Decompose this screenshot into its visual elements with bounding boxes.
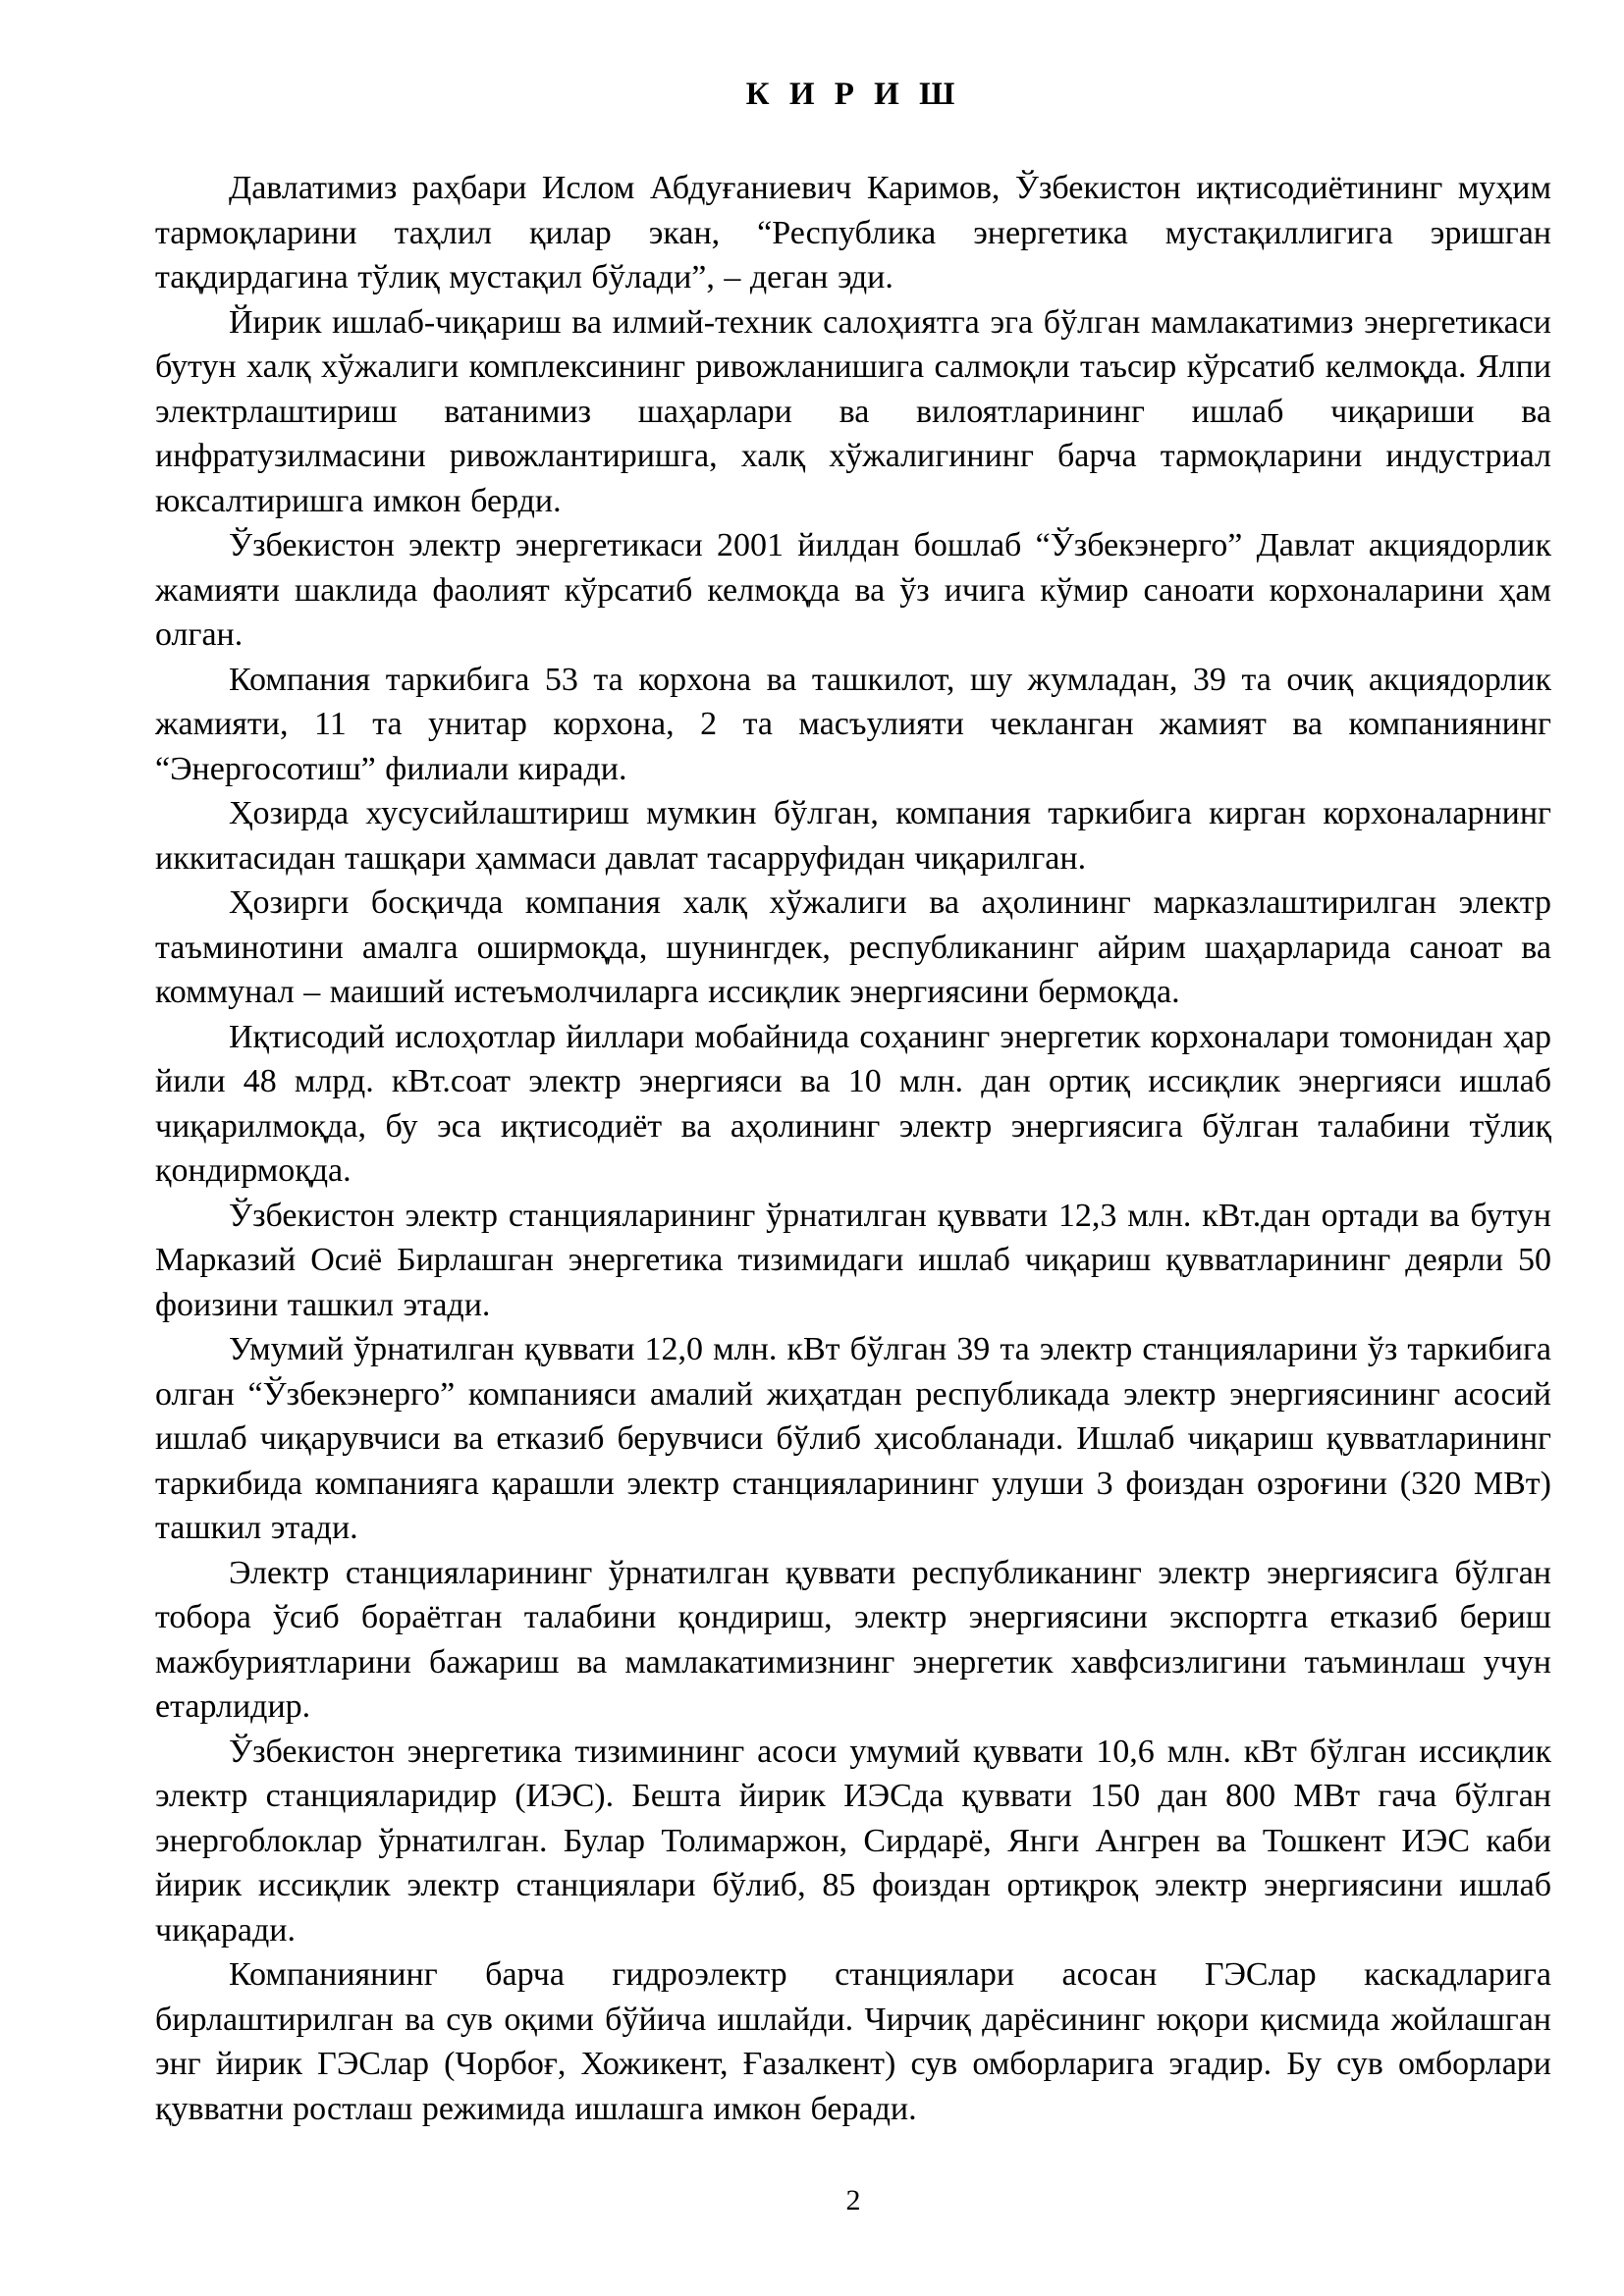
paragraph-11: Ўзбекистон энергетика тизимининг асоси умумий қуввати 10,6 млн. кВт бўлган иссиқлик электр станцияларидир (ИЭС). Бешта йирик ИЭСда қуввати 150 дан 800 МВт гача бўлган энергоблоклар ўрнатилган. Булар Толимаржон, Сирдарё, Янги Ангрен ва Тошкент ИЭС каби йирик иссиқлик электр станциялари бўлиб, 85 фоиздан ортиқроқ электр энергиясини ишлаб чиқаради. (155, 1733, 1551, 1949)
paragraph-2: Йирик ишлаб-чиқариш ва илмий-техник салоҳиятга эга бўлган мамлакатимиз энергетикаси бутун халқ хўжалиги комплексининг ривожланишига салмоқли таъсир кўрсатиб келмоқда. Ялпи электрлаштириш ватанимиз шаҳарлари ва вилоятларининг ишлаб чиқариши ва инфратузилмасини ривожлантиришга, халқ хўжалигининг барча тармоқларини индустриал юксалтиришга имкон берди. (155, 303, 1551, 519)
paragraph-6: Ҳозирги босқичда компания халқ хўжалиги ва аҳолининг марказлаштирилган электр таъминотини амалга оширмоқда, шунингдек, республиканинг айрим шаҳарларида саноат ва коммунал – маиший истеъмолчиларга иссиқлик энергиясини бермоқда. (155, 884, 1551, 1010)
paragraph-5: Ҳозирда хусусийлаштириш мумкин бўлган, компания таркибига кирган корхоналарнинг иккитасидан ташқари ҳаммаси давлат тасарруфидан чиқарилган. (155, 795, 1551, 877)
document-body (155, 166, 1551, 2131)
paragraph-3: Ўзбекистон электр энергетикаси 2001 йилдан бошлаб “Ўзбекэнерго” Давлат акциядорлик жамияти шаклида фаолият кўрсатиб келмоқда ва ўз ичига кўмир саноати корхоналарини ҳам олган. (155, 527, 1551, 653)
paragraph-1: Давлатимиз раҳбари Ислом Абдуғаниевич Каримов, Ўзбекистон иқтисодиётининг муҳим тармоқларини таҳлил қилар экан, “Республика энергетика мустақиллигига эришган тақдирдагина тўлиқ мустақил бўлади”, – деган эди. (155, 170, 1551, 295)
paragraph-4: Компания таркибига 53 та корхона ва ташкилот, шу жумладан, 39 та очиқ акциядорлик жамияти, 11 та унитар корхона, 2 та масъулияти чекланган жамият ва компаниянинг “Энергосотиш” филиали киради. (155, 661, 1551, 787)
document-title: К И Р И Ш (745, 77, 961, 112)
document-page (155, 69, 1551, 2268)
paragraph-9: Умумий ўрнатилган қуввати 12,0 млн. кВт бўлган 39 та электр станцияларини ўз таркибига олган “Ўзбекэнерго” компанияси амалий жиҳатдан республикада электр энергиясининг асосий ишлаб чиқарувчиси ва етказиб берувчиси бўлиб ҳисобланади. Ишлаб чиқариш қувватларининг таркибида компанияга қарашли электр станцияларининг улуши 3 фоиздан озроғини (320 МВт) ташкил этади. (155, 1331, 1551, 1546)
paragraph-10: Электр станцияларининг ўрнатилган қуввати республиканинг электр энергиясига бўлган тобора ўсиб бораётган талабини қондириш, электр энергиясини экспортга етказиб бериш мажбуриятларини бажариш ва мамлакатимизнинг энергетик хавфсизлигини таъминлаш учун етарлидир. (155, 1554, 1551, 1725)
paragraph-7: Иқтисодий ислоҳотлар йиллари мобайнида соҳанинг энергетик корхоналари томонидан ҳар йили 48 млрд. кВт.соат электр энергияси ва 10 млн. дан ортиқ иссиқлик энергияси ишлаб чиқарилмоқда, бу эса иқтисодиёт ва аҳолининг электр энергиясига бўлган талабини тўлиқ қондирмоқда. (155, 1018, 1551, 1189)
paragraph-8: Ўзбекистон электр станцияларининг ўрнатилган қуввати 12,3 млн. кВт.дан ортади ва бутун Марказий Осиё Бирлашган энергетика тизимидаги ишлаб чиқариш қувватларининг деярли 50 фоизини ташкил этади. (155, 1197, 1551, 1323)
paragraph-12: Компаниянинг барча гидроэлектр станциялари асосан ГЭСлар каскадларига бирлаштирилган ва сув оқими бўйича ишлайди. Чирчиқ дарёсининг юқори қисмида жойлашган энг йирик ГЭСлар (Чорбоғ, Хожикент, Ғазалкент) сув омборларига эгадир. Бу сув омборлари қувватни ростлаш режимида ишлашга имкон беради. (155, 1956, 1551, 2127)
page-number: 2 (845, 2184, 861, 2216)
